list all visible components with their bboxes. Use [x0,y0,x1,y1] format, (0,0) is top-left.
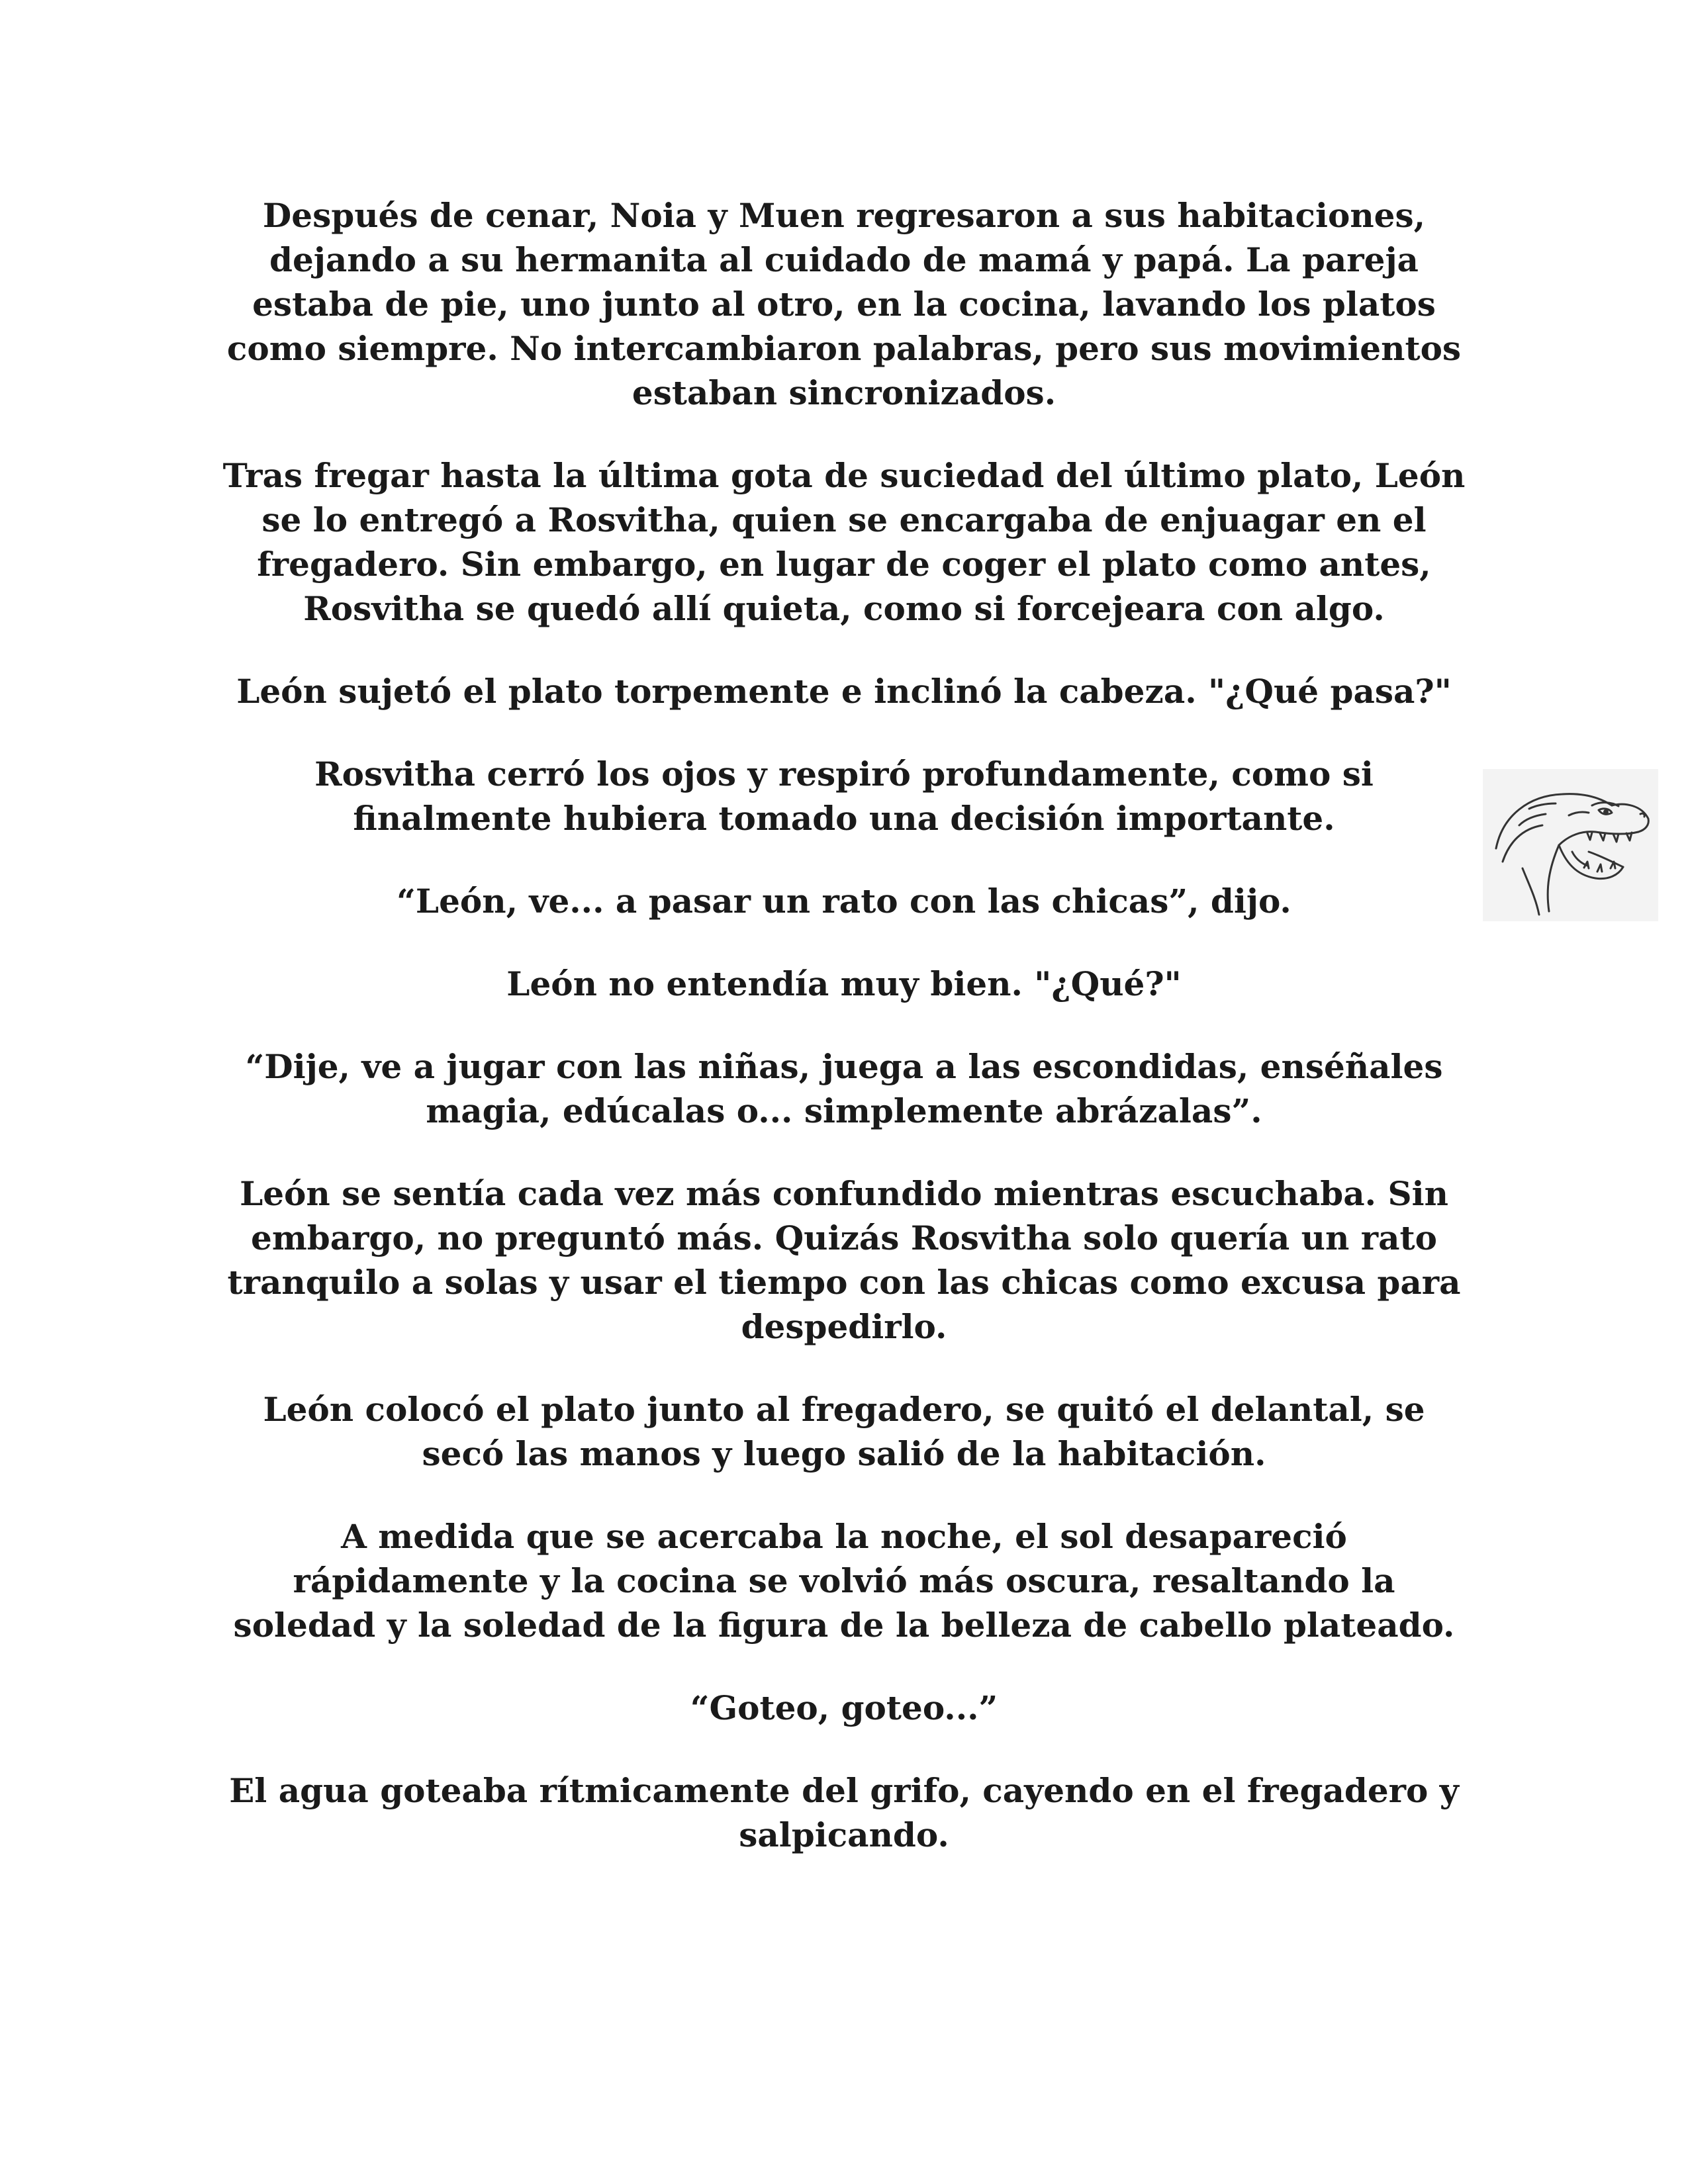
paragraph-9: León colocó el plato junto al fregadero, se quitó el delantal, se secó las manos y luego salió de la habitación. [263,1390,1425,1473]
paragraph-7: “Dije, ve a jugar con las niñas, juega a las escondidas, enséñales magia, edúcalas o... simplemente abrázalas”. [245,1047,1443,1130]
body-text [218,193,1470,1895]
dinosaur-head-sketch-icon [1483,769,1658,921]
paragraph-4: Rosvitha cerró los ojos y respiró profundamente, como si finalmente hubiera tomado una decisión importante. [314,754,1374,838]
paragraph-1: Después de cenar, Noia y Muen regresaron a sus habitaciones, dejando a su hermanita al cuidado de mamá y papá. La pareja estaba de pie, uno junto al otro, en la cocina, lavando los platos como siempre. No intercambiaron palabras, pero sus movimientos estaban sincronizados. [226,196,1462,412]
paragraph-10: A medida que se acercaba la noche, el sol desapareció rápidamente y la cocina se volvió más oscura, resaltando la soledad y la soledad de la figura de la belleza de cabello plateado. [233,1517,1455,1645]
paragraph-8: León se sentía cada vez más confundido mientras escuchaba. Sin embargo, no preguntó más. Quizás Rosvitha solo quería un rato tranquilo a solas y usar el tiempo con las chicas como excusa para despedirlo. [227,1174,1461,1346]
paragraph-12: El agua goteaba rítmicamente del grifo, cayendo en el fregadero y salpicando. [229,1771,1459,1854]
paragraph-5: “León, ve... a pasar un rato con las chicas”, dijo. [397,882,1291,921]
paragraph-6: León no entendía muy bien. "¿Qué?" [506,964,1182,1003]
paragraph-3: León sujetó el plato torpemente e inclinó la cabeza. "¿Qué pasa?" [236,672,1452,711]
paragraph-11: “Goteo, goteo...” [690,1688,998,1727]
paragraph-2: Tras fregar hasta la última gota de suciedad del último plato, León se lo entregó a Rosvitha, quien se encargaba de enjuagar en el fregadero. Sin embargo, en lugar de coger el plato como antes, Rosvitha se quedó allí quieta, como si forcejeara con algo. [222,456,1466,628]
